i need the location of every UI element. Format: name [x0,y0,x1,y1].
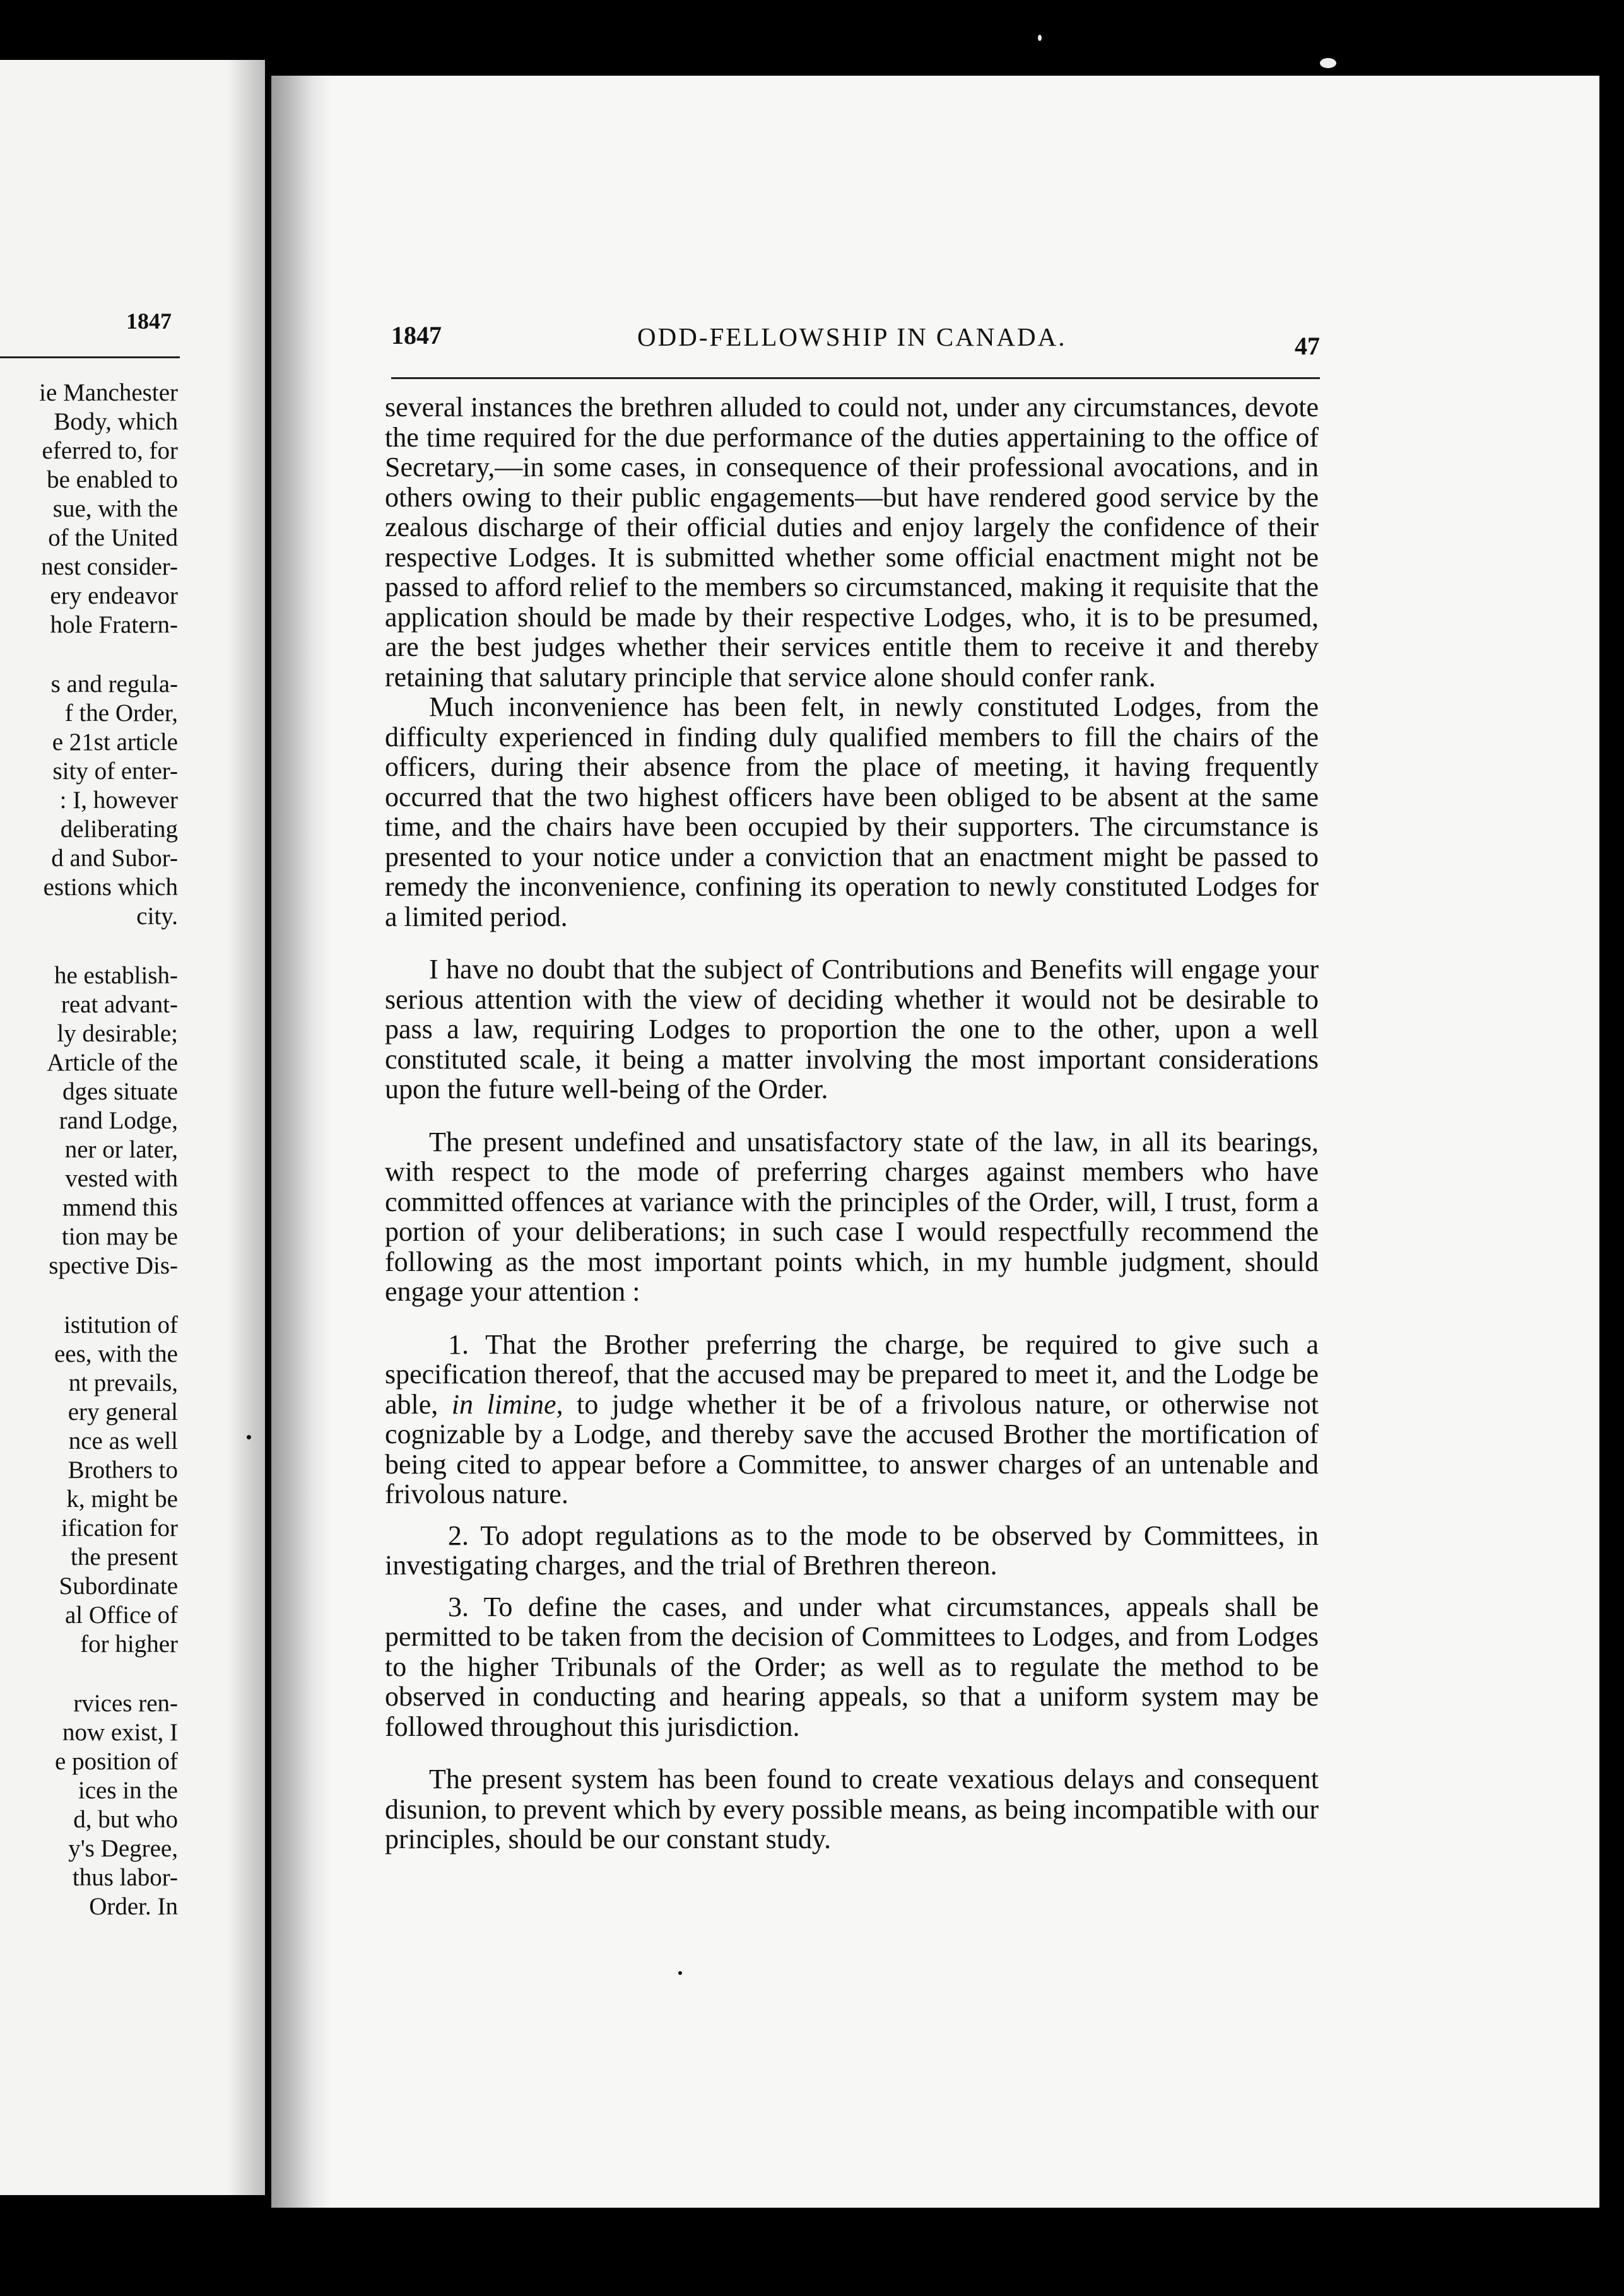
right-page [271,76,1599,2208]
left-page-line: reat advant- [61,991,178,1018]
paragraph-inconvenience: Much inconvenience has been felt, in newly constituted Lodges, from the difficulty experienced in finding duly qualified members to fill the chairs of the officers, during their absence from the place of meeting, it having frequently occurred that the two highest officers have been obliged to be absent at the same time, and the chairs have been occupied by their supporters. The circumstance is presented to your notice under a conviction that an enactment might be passed to remedy the inconvenience, confining its operation to newly constituted Lodges for a limited period. [385,691,1319,932]
left-page-line: e 21st article [52,729,178,756]
margin-speck [247,1435,251,1439]
list-item-1 [385,1330,1319,1509]
left-page-line: ner or later, [64,1136,178,1163]
left-page-line: for higher [80,1631,178,1658]
left-page-line: ification for [61,1514,178,1542]
left-page-line: Body, which [54,408,178,435]
header-year: 1847 [391,321,442,349]
list-item-3: 3. To define the cases, and under what circumstances, appeals shall be permitted to be taken from the decision of Committees to Lodges, and from Lodges to the higher Tribunals of the Order; as well as to regulate the method to be observed in conducting and hearing appeals, so that a uniform system may be followed throughout this jurisdiction. [385,1591,1319,1742]
paragraph-continuation: several instances the brethren alluded to could not, under any circumstances, devote the time required for the due performance of the duties appertaining to the office of Secretary,—in some cases, in consequence of their professional avocations, and in others owing to their public engagements—but have rendered good service by the zealous discharge of their official duties and enjoy largely the confidence of their respective Lodges. It is submitted whether some official enactment might not be passed to afford relief to the members so circumstanced, making it requisite that the application should be made by their respective Lodges, who, it is to be presumed, are the best judges whether their services entitle them to receive it and thereby retaining that salutary principle that service alone should confer rank. [385,392,1319,693]
left-page-line: ery endeavor [50,582,178,609]
left-page-gutter-shadow [227,60,265,2195]
left-page-line: Order. In [89,1893,178,1920]
left-page-line: istitution of [64,1311,178,1338]
left-page-line: sity of enter- [52,758,178,785]
border-speck [1320,58,1336,68]
left-page-line: of the United [48,524,178,551]
left-page-line: tion may be [61,1223,178,1250]
paragraph-contributions: I have no doubt that the subject of Contributions and Benefits will engage your serious attention with the view of deciding whether it would not be desirable to pass a law, requiring Lodges to proportion the one to the other, upon a well constituted scale, it being a matter involving the most important considerations upon the future well-being of the Order. [385,954,1319,1104]
left-page-line: he establish- [54,962,178,989]
left-page-line: rand Lodge, [59,1107,178,1134]
left-page-gap [0,640,178,670]
left-page-line: nest consider- [41,553,178,580]
left-page-line: ees, with the [54,1340,178,1368]
body-text [385,392,1319,1854]
left-page-text-column [0,378,178,1921]
left-page-gap [0,1280,178,1311]
left-page-line: d and Subor- [51,845,178,872]
page-number: 47 [1295,332,1320,360]
border-speck-small [1038,35,1042,41]
left-page-year: 1847 [126,308,172,334]
left-page-line: k, might be [66,1485,178,1513]
left-page-line: Brothers to [68,1456,178,1484]
left-page-line: vested with [65,1165,178,1192]
page-speck [678,1971,682,1975]
paragraph-closing: The present system has been found to create vexatious delays and consequent disunion, to prevent which by every possible means, as being incompatible with our principles, should be our constant study. [385,1764,1319,1854]
left-page-line: Article of the [47,1049,178,1076]
left-page-line: the present [70,1543,178,1571]
left-page-gap [0,1659,178,1689]
left-page-line: eferred to, for [42,437,178,464]
left-page-line: : I, however [59,787,178,814]
left-page-line: nce as well [68,1427,178,1455]
left-page-line: ly desirable; [57,1020,178,1047]
left-page-gap [0,931,178,961]
left-page-line: mmend this [62,1194,178,1221]
list-item-1-text-a: 1. That the Brother preferring the charge, be required to give such a specification thereof, that the accused may be prepared to meet it, and the Lodge be able, [385,1328,1319,1420]
left-page-line: e position of [55,1748,178,1775]
list-item-1-text-b: to judge whether it be of a frivolous nature, or otherwise not cognizable by a Lodge, and thereby save the accused Brother the mortification of being cited to appear before a Committee, to answer charges of an untenable and frivolous nature. [385,1388,1319,1509]
left-page-line: ery general [68,1398,178,1426]
paragraph-law-of-charges: The present undefined and unsatisfactory state of the law, in all its bearings, with respect to the mode of preferring charges against members who have committed offences at variance with the principles of the Order, will, I trust, form a portion of your deliberations; in such case I would respectfully recommend the following as the most important points which, in my humble judgment, should engage your attention : [385,1126,1319,1307]
running-title: ODD-FELLOWSHIP IN CANADA. [637,322,1067,351]
left-page-line: dges situate [62,1078,178,1105]
list-item-2: 2. To adopt regulations as to the mode to be observed by Committees, in investigating charges, and the trial of Brethren thereon. [385,1520,1319,1581]
left-page-line: now exist, I [62,1719,178,1746]
left-page-line: rvices ren- [73,1690,178,1717]
left-page-line: f the Order, [64,700,178,727]
spine-shadow [271,76,331,2208]
list-item-1-italic: in limine, [451,1388,563,1420]
left-page-line: hole Fratern- [50,611,178,638]
left-page-line: estions which [43,874,178,901]
left-page-line: be enabled to [47,466,178,493]
left-page-line: y's Degree, [68,1835,178,1862]
left-page-line: ices in the [78,1777,178,1804]
left-page-line: spective Dis- [49,1252,178,1279]
left-page-line: deliberating [60,816,178,843]
left-page-header-rule [0,356,180,358]
left-page-line: s and regula- [50,671,178,698]
left-page-line: thus labor- [72,1864,178,1891]
left-page-line: Subordinate [59,1573,178,1600]
left-page-line: city. [136,903,178,930]
left-page-line: ie Manchester [39,379,178,406]
left-page-line: sue, with the [52,495,178,522]
header-rule [391,377,1320,379]
left-page-line: al Office of [64,1602,178,1629]
left-page-line: d, but who [73,1806,178,1833]
left-page-line: nt prevails, [68,1369,178,1397]
